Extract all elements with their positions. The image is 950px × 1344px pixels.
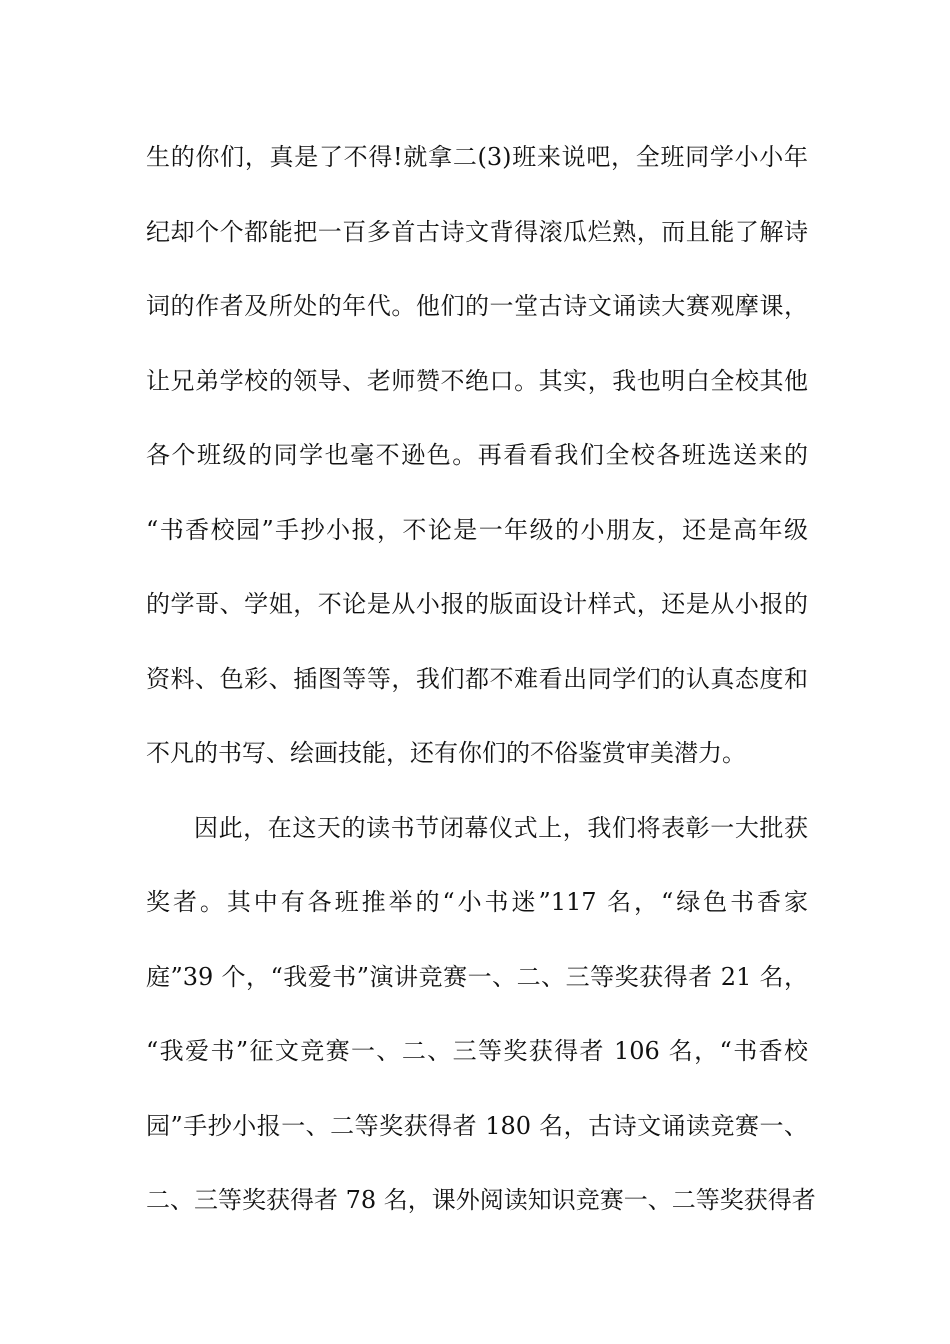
text-line: 因此，在这天的读书节闭幕仪式上，我们将表彰一大批获 xyxy=(194,813,808,842)
text-line: 二、三等奖获得者 78 名，课外阅读知识竞赛一、二等奖获得者 xyxy=(146,1186,816,1214)
body-text xyxy=(146,133,816,1251)
text-line: 词的作者及所处的年代。他们的一堂古诗文诵读大赛观摩课， xyxy=(146,292,808,320)
text-line: “我爱书”征文竞赛一、二、三等奖获得者 106 名，“书香校 xyxy=(146,1037,808,1065)
text-line: 庭”39 个，“我爱书”演讲竞赛一、二、三等奖获得者 21 名， xyxy=(146,962,808,991)
text-line: 奖者。其中有各班推举的“小书迷”117 名，“绿色书香家 xyxy=(146,888,808,916)
text-line: 不凡的书写、绘画技能，还有你们的不俗鉴赏审美潜力。 xyxy=(146,739,746,767)
text-line: 的学哥、学姐，不论是从小报的版面设计样式，还是从小报的 xyxy=(146,590,808,618)
text-line: 纪却个个都能把一百多首古诗文背得滚瓜烂熟，而且能了解诗 xyxy=(146,217,808,246)
text-line: “书香校园”手抄小报，不论是一年级的小朋友，还是高年级 xyxy=(146,515,808,544)
text-line: 各个班级的同学也毫不逊色。再看看我们全校各班选送来的 xyxy=(146,441,808,469)
text-line: 资料、色彩、插图等等，我们都不难看出同学们的认真态度和 xyxy=(146,664,808,693)
text-line: 园”手抄小报一、二等奖获得者 180 名，古诗文诵读竞赛一、 xyxy=(146,1111,808,1140)
text-line: 生的你们，真是了不得!就拿二(3)班来说吧，全班同学小小年 xyxy=(146,143,808,171)
text-line: 让兄弟学校的领导、老师赞不绝口。其实，我也明白全校其他 xyxy=(146,366,808,395)
